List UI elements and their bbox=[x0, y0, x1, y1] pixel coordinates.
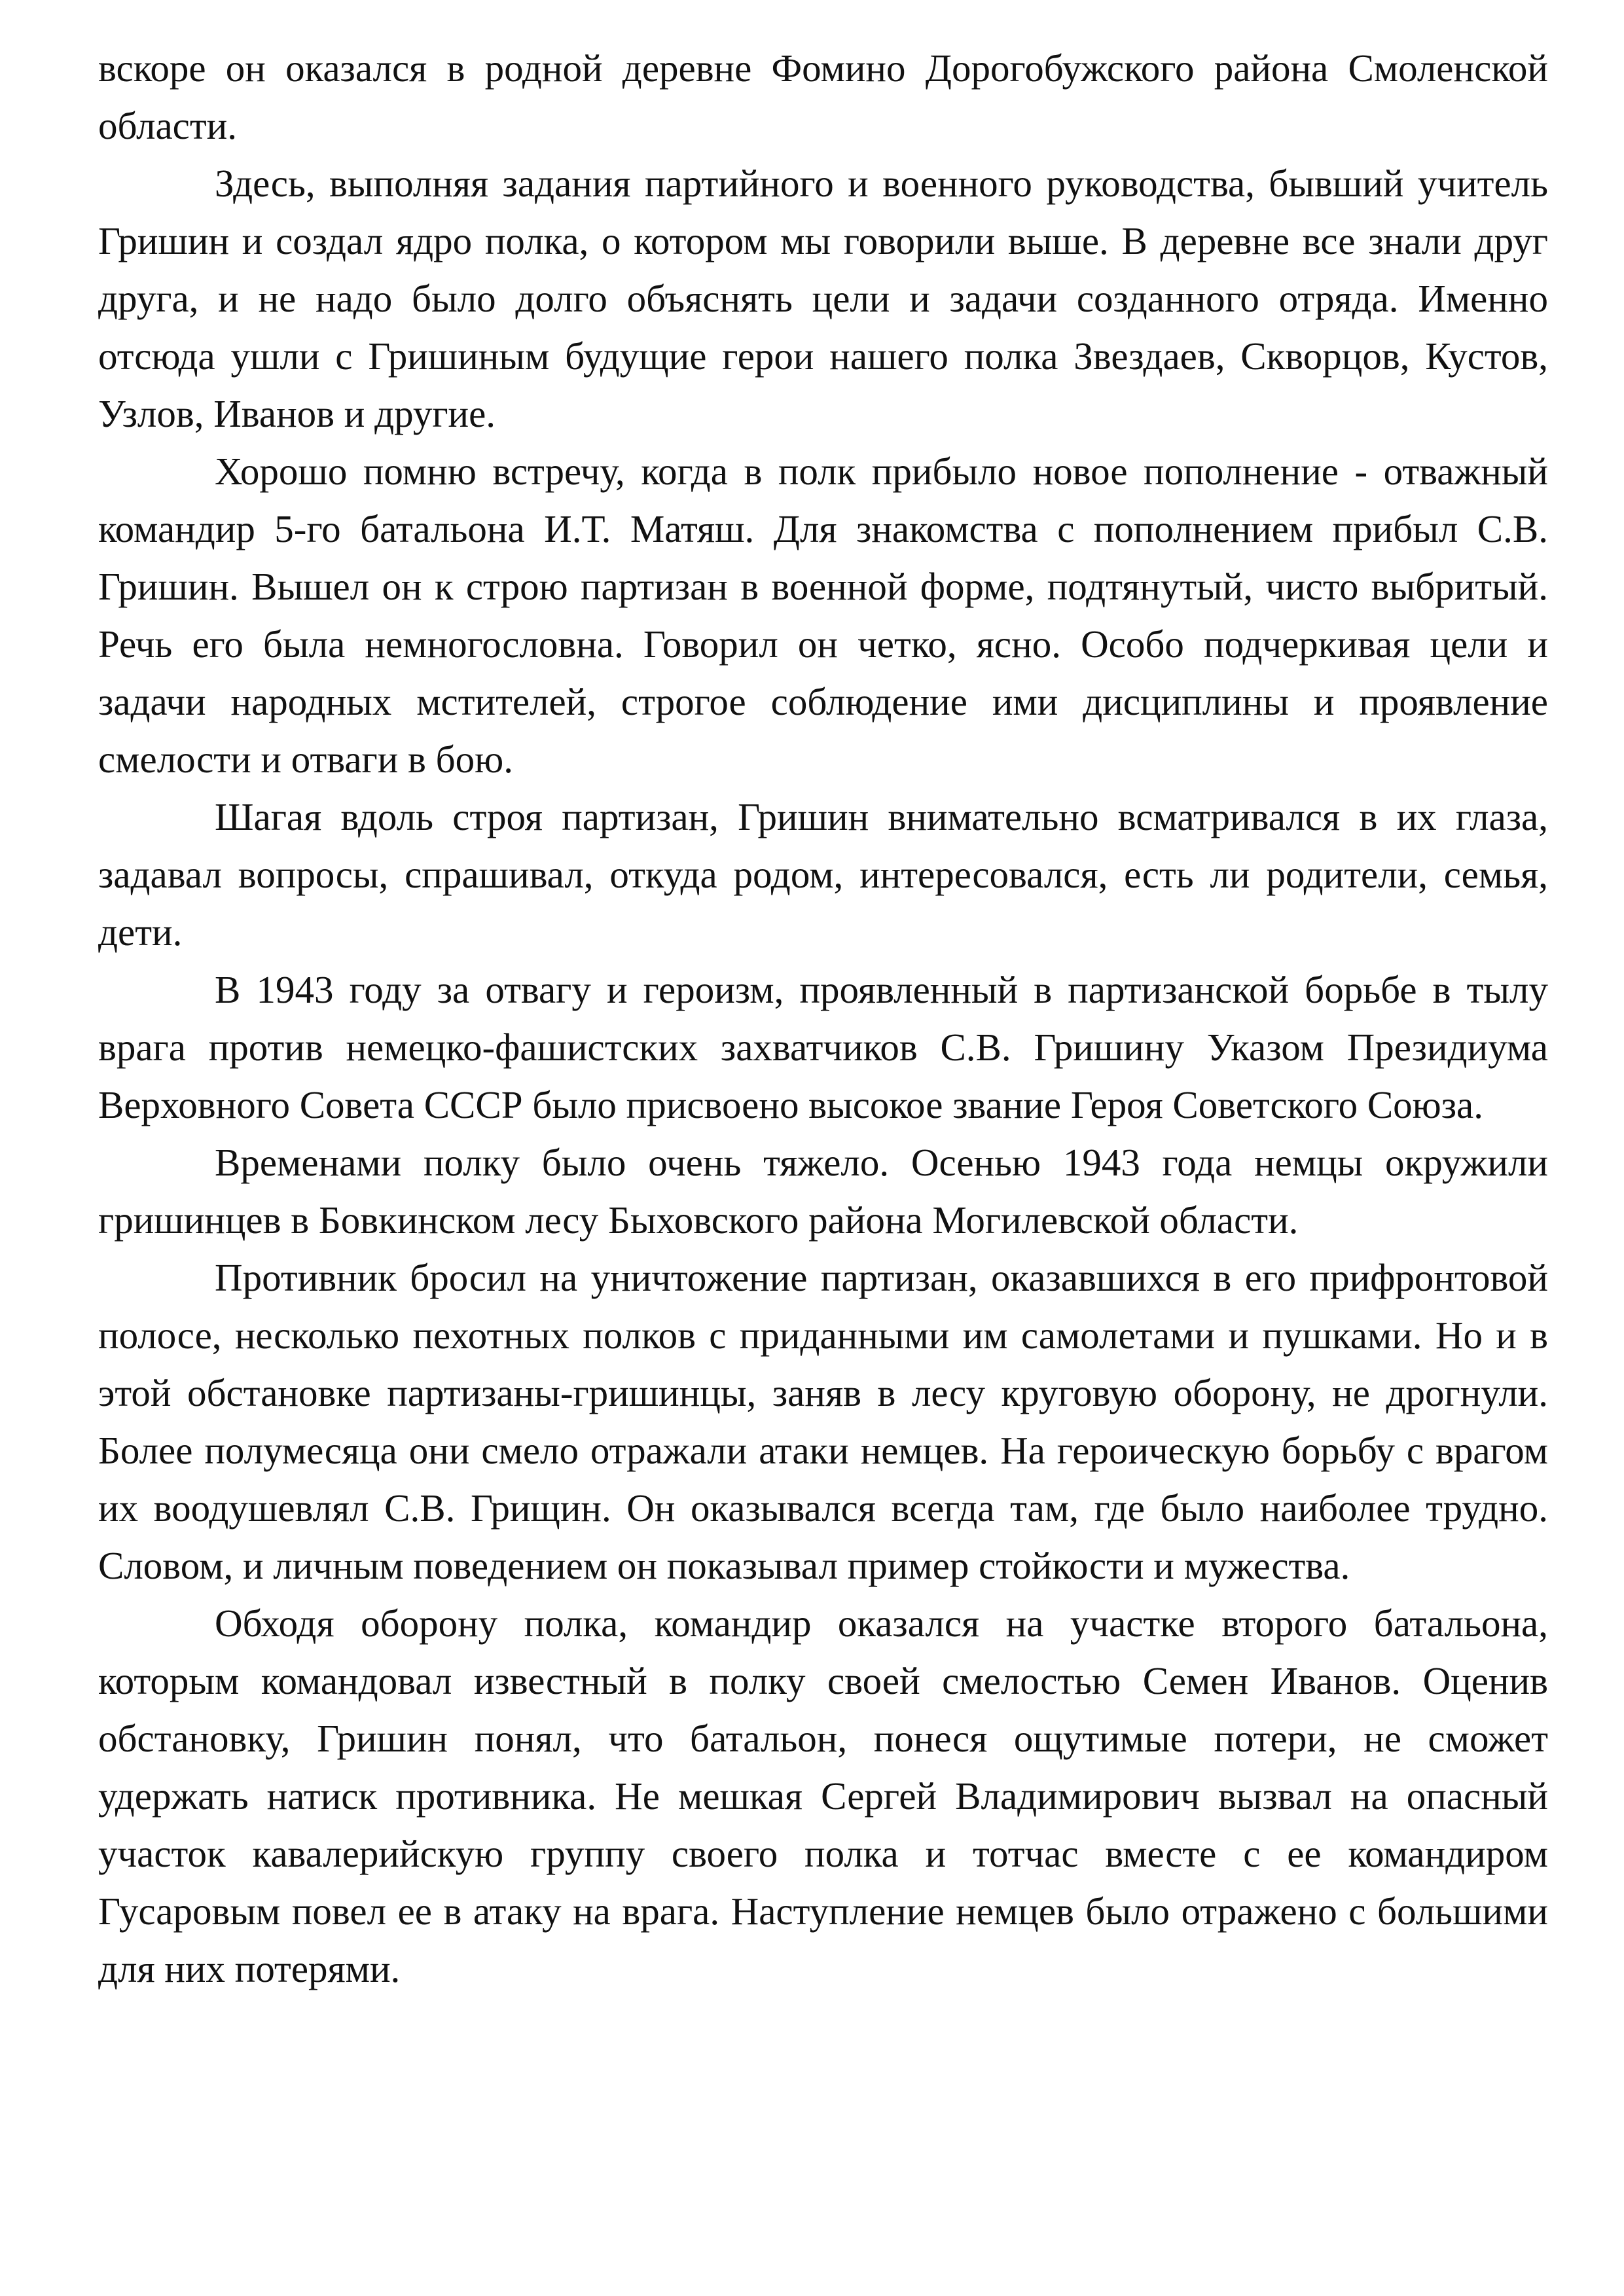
paragraph: Хорошо помню встречу, когда в полк прибыло новое пополнение - отважный командир 5-го батальона И.Т. Матяш. Для знакомства с пополнением прибыл С.В. Гришин. Вышел он к строю партизан в военной форме, подтянутый, чисто выбритый. Речь его была немногословна. Говорил он четко, ясно. Особо подчеркивая цели и задачи народных мстителей, строгое соблюдение ими дисциплины и проявление смелости и отваги в бою. bbox=[98, 450, 1548, 781]
paragraph: Здесь, выполняя задания партийного и военного руководства, бывший учитель Гришин и создал ядро полка, о котором мы говорили выше. В деревне все знали друг друга, и не надо было долго объяснять цели и задачи созданного отряда. Именно отсюда ушли с Гришиным будущие герои нашего полка Звездаев, Скворцов, Кустов, Узлов, Иванов и другие. bbox=[98, 162, 1548, 435]
paragraph-continuation: вскоре он оказался в родной деревне Фомино Дорогобужского района Смоленской области. bbox=[98, 46, 1548, 147]
paragraph: Шагая вдоль строя партизан, Гришин внимательно всматривался в их глаза, задавал вопросы, спрашивал, откуда родом, интересовался, есть ли родители, семья, дети. bbox=[98, 795, 1548, 954]
document-page bbox=[98, 39, 1548, 1998]
paragraph: Временами полку было очень тяжело. Осенью 1943 года немцы окружили гришинцев в Бовкинском лесу Быховского района Могилевской области. bbox=[98, 1141, 1548, 1242]
paragraph: Обходя оборону полка, командир оказался на участке второго батальона, которым командовал известный в полку своей смелостью Семен Иванов. Оценив обстановку, Гришин понял, что батальон, понеся ощутимые потери, не сможет удержать натиск противника. Не мешкая Сергей Владимирович вызвал на опасный участок кавалерийскую группу своего полка и тотчас вместе с ее командиром Гусаровым повел ее в атаку на врага. Наступление немцев было отражено с большими для них потерями. bbox=[98, 1602, 1548, 1990]
paragraph: Противник бросил на уничтожение партизан, оказавшихся в его прифронтовой полосе, несколько пехотных полков с приданными им самолетами и пушками. Но и в этой обстановке партизаны-гришинцы, заняв в лесу круговую оборону, не дрогнули. Более полумесяца они смело отражали атаки немцев. На героическую борьбу с врагом их воодушевлял С.В. Грищин. Он оказывался всегда там, где было наиболее трудно. Словом, и личным поведением он показывал пример стойкости и мужества. bbox=[98, 1256, 1548, 1587]
paragraph: В 1943 году за отвагу и героизм, проявленный в партизанской борьбе в тылу врага против немецко-фашистских захватчиков С.В. Гришину Указом Президиума Верховного Совета СССР было присвоено высокое звание Героя Советского Союза. bbox=[98, 968, 1548, 1126]
